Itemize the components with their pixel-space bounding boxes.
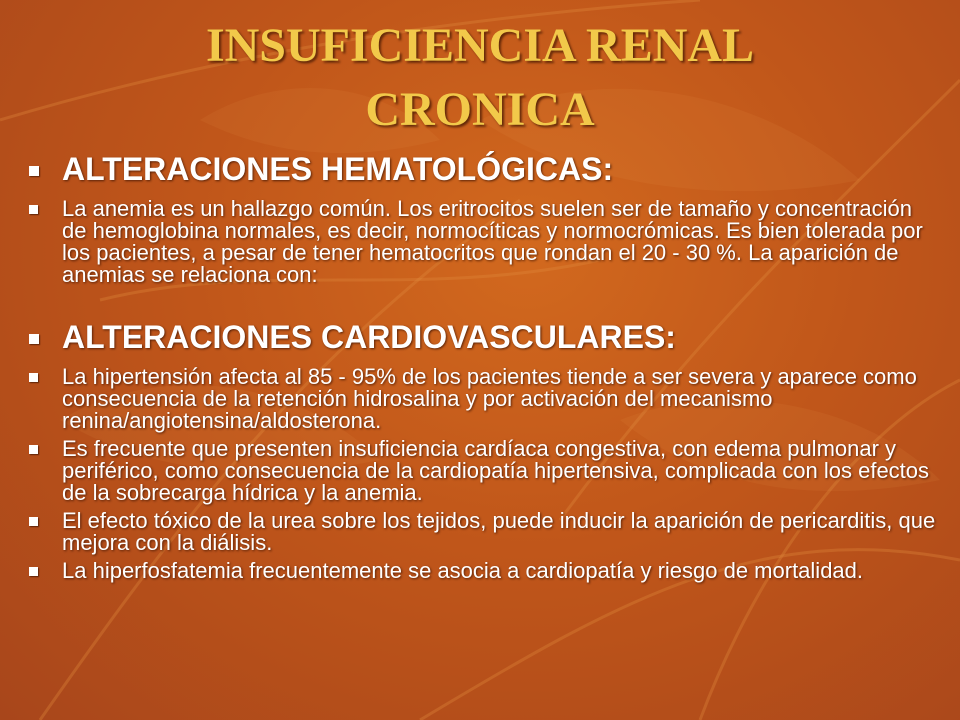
slide-title-line-2: CRONICA — [365, 83, 595, 136]
section-spacer — [24, 286, 939, 318]
slide-title-line-1: INSUFICIENCIA RENAL — [205, 19, 755, 72]
bullet-item — [24, 560, 939, 582]
bullet-item — [24, 438, 939, 504]
bullet-item-text: El efecto tóxico de la urea sobre los tejidos, puede inducir la aparición de pericarditis, que mejora con la diálisis. — [62, 508, 936, 555]
square-bullet-icon — [29, 166, 39, 176]
square-bullet-icon — [29, 517, 38, 526]
section-heading-text: ALTERACIONES HEMATOLÓGICAS: — [62, 151, 614, 187]
bullet-item-text: La anemia es un hallazgo común. Los eritrocitos suelen ser de tamaño y concentración de hemoglobina normales, es decir, normocíticas y normocrómicas. Es bien tolerada por los pacientes, a pesar de tener hematocritos que rondan el 20 - 30 %. La aparición de anemias se relaciona con: — [62, 196, 923, 287]
square-bullet-icon — [29, 373, 38, 382]
section-heading-hematologicas — [24, 150, 939, 188]
square-bullet-icon — [29, 334, 39, 344]
bullet-item-text: La hipertensión afecta al 85 - 95% de los pacientes tiende a ser severa y aparece como consecuencia de la retención hidrosalina y por activación del mecanismo renina/angiotensina/aldosterona. — [62, 364, 917, 433]
bullet-item — [24, 366, 939, 432]
bullet-item-text: La hiperfosfatemia frecuentemente se asocia a cardiopatía y riesgo de mortalidad. — [62, 558, 864, 583]
square-bullet-icon — [29, 567, 38, 576]
section-heading-text: ALTERACIONES CARDIOVASCULARES: — [62, 319, 676, 355]
bullet-item — [24, 510, 939, 554]
section-heading-cardiovasculares — [24, 318, 939, 356]
slide-title — [0, 14, 960, 142]
slide-content — [24, 150, 939, 582]
bullet-item — [24, 198, 939, 286]
bullet-item-text: Es frecuente que presenten insuficiencia cardíaca congestiva, con edema pulmonar y periférico, como consecuencia de la cardiopatía hipertensiva, complicada con los efectos de la sobrecarga hídrica y la anemia. — [62, 436, 930, 505]
square-bullet-icon — [29, 445, 38, 454]
square-bullet-icon — [29, 205, 38, 214]
